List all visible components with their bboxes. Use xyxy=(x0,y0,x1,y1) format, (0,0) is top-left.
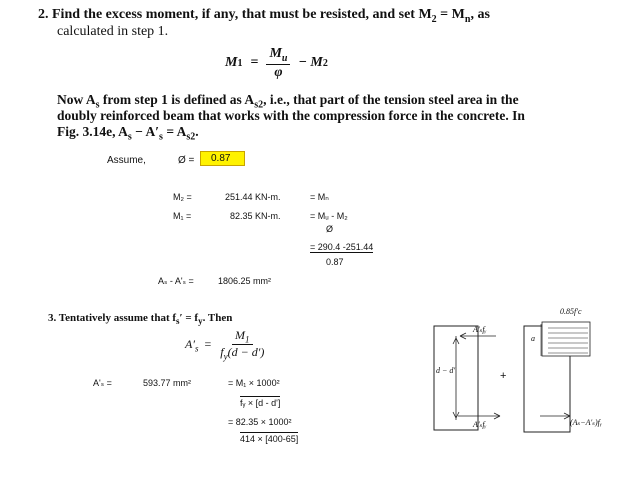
phi-value: 0.87 xyxy=(200,151,245,166)
m2-rhs: = Mₙ xyxy=(310,192,329,202)
as-prime-value: 593.77 mm² xyxy=(143,378,192,388)
stress-block xyxy=(542,322,590,356)
equation-m1: M 1 = $\frac{M_u}{\varphi}$ − M 2 xyxy=(225,46,328,80)
as-diff-value: 1806.25 mm² xyxy=(218,276,272,286)
substitution-numerator: = 290.4 -251.44 xyxy=(310,242,374,252)
r1-numerator: = M₁ × 1000² xyxy=(228,378,280,388)
step3-heading: 3. Tentatively assume that $f_s' = f_y$. Then xyxy=(48,312,233,327)
lever-arm-label: d − d′ xyxy=(436,366,456,375)
step2-heading-line2: calculated in step 1. xyxy=(57,24,169,39)
step2-paragraph-line1: Now $A_s$ from step 1 is defined as $A_{s2}$, i.e., that part of the tension steel area in the xyxy=(57,92,519,111)
m1-rhs-denominator: Ø xyxy=(326,224,334,234)
r2-denominator: 414 × [400-65] xyxy=(240,434,299,444)
tension-force-label: A′ₛfᵧ xyxy=(473,420,487,429)
step2-paragraph-line2: doubly reinforced beam that works with the compression force in the concrete. In xyxy=(57,108,525,123)
step2-paragraph-line3: Fig. 3.14e, $A_s - A'_s = A_{s2}$. xyxy=(57,124,199,143)
m1-label: M₁ = xyxy=(173,211,192,221)
as-diff-label: Aₛ - A'ₛ = xyxy=(158,276,194,286)
phi-label: Ø = xyxy=(178,155,195,166)
equation-as-prime: $A'_s$ = $\frac{M_1}{f_y(d - d')}$ xyxy=(185,328,265,362)
m2-value: 251.44 KN-m. xyxy=(225,192,281,202)
as-prime-label: A'ₛ = xyxy=(93,378,112,388)
compression-force-label: A′ₛfᵧ xyxy=(473,325,487,334)
remaining-tension-label: (Aₛ−A′ₛ)fᵧ xyxy=(570,418,602,427)
step2-heading: 2. Find the excess moment, if any, that must be resisted, and set $M_2 = M_n$, as xyxy=(38,7,490,25)
depth-a-label: a xyxy=(531,334,535,343)
m1-rhs-numerator: = Mᵤ - M₂ xyxy=(310,211,348,221)
r1-denominator: fᵧ × [d - d'] xyxy=(240,398,281,408)
m2-label: M₂ = xyxy=(173,192,192,202)
substitution-denominator: 0.87 xyxy=(326,257,344,267)
m1-value: 82.35 KN-m. xyxy=(230,211,281,221)
r2-numerator: = 82.35 × 1000² xyxy=(228,417,292,427)
stress-label: 0.85f′c xyxy=(560,307,582,316)
plus-sign: + xyxy=(500,370,507,382)
assume-label: Assume, xyxy=(107,155,146,166)
